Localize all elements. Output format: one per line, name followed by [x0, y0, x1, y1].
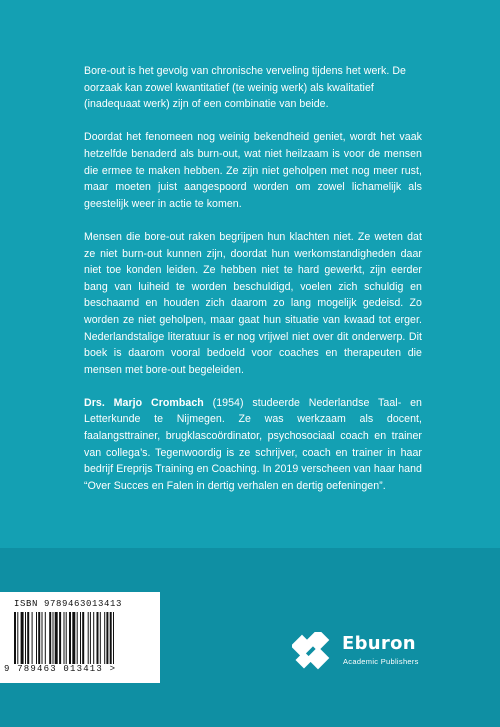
author-bio: (1954) studeerde Nederlandse Taal- en Letterkunde te Nijmegen. Ze was werkzaam als docent, faalangsttrainer, brugklascoördinator, psychosociaal coach en trainer van collega’s. Tegenwoordig is ze schrijver, coach en trainer in haar bedrijf Ereprijs Training en Coaching. In 2019 verscheen van haar hand “Over Succes en Falen in dertig verhalen en dertig oefeningen”. [84, 396, 422, 492]
blurb-paragraph-3: Mensen die bore-out raken begrijpen hun klachten niet. Ze weten dat ze niet burn-out kunnen zijn, doordat hun werkomstandigheden daar niet toe konden leiden. Ze hebben niet te hard gewerkt, zijn eerder bang van luiheid te worden beschuldigd, voelen zich schuldig en beschaamd en houden zich daarom zo lang mogelijk gedeisd. Zo worden ze niet geholpen, maar gaat hun situatie van kwaad tot erger. Nederlandstalige literatuur is er nog vrijwel niet over dit onderwerp. Dit boek is daarom vooral bedoeld voor coaches en therapeuten die mensen met bore-out begeleiden. [84, 230, 422, 376]
barcode-box [0, 592, 160, 683]
blurb-paragraph-2: Doordat het fenomeen nog weinig bekendheid geniet, wordt het vaak hetzelfde benaderd als burn-out, wat niet heilzaam is voor de mensen die ermee te maken hebben. Ze zijn niet geholpen met nog meer rust, maar moeten juist aangespoord worden om zowel lichamelijk als geestelijk weer in actie te komen. [84, 131, 422, 210]
blurb-paragraph-1: Bore-out is het gevolg van chronische verveling tijdens het werk. De oorzaak kan zowel kwantitatief (te weinig werk) als kwalitatief (inadequaat werk) zijn of een combinatie van beide. [84, 65, 406, 111]
publisher-name: Eburon [342, 633, 416, 654]
barcode-digits: 9 789463 013413 > [4, 664, 117, 674]
publisher-subtitle: Academic Publishers [343, 657, 419, 666]
author-name: Drs. Marjo Crombach [84, 396, 204, 409]
publisher-logo-block [292, 630, 452, 680]
barcode-image [12, 612, 152, 664]
eburon-logo-icon [292, 632, 336, 672]
blurb-text [84, 63, 422, 511]
isbn-label: ISBN 9789463013413 [14, 599, 123, 609]
author-paragraph [84, 395, 422, 495]
